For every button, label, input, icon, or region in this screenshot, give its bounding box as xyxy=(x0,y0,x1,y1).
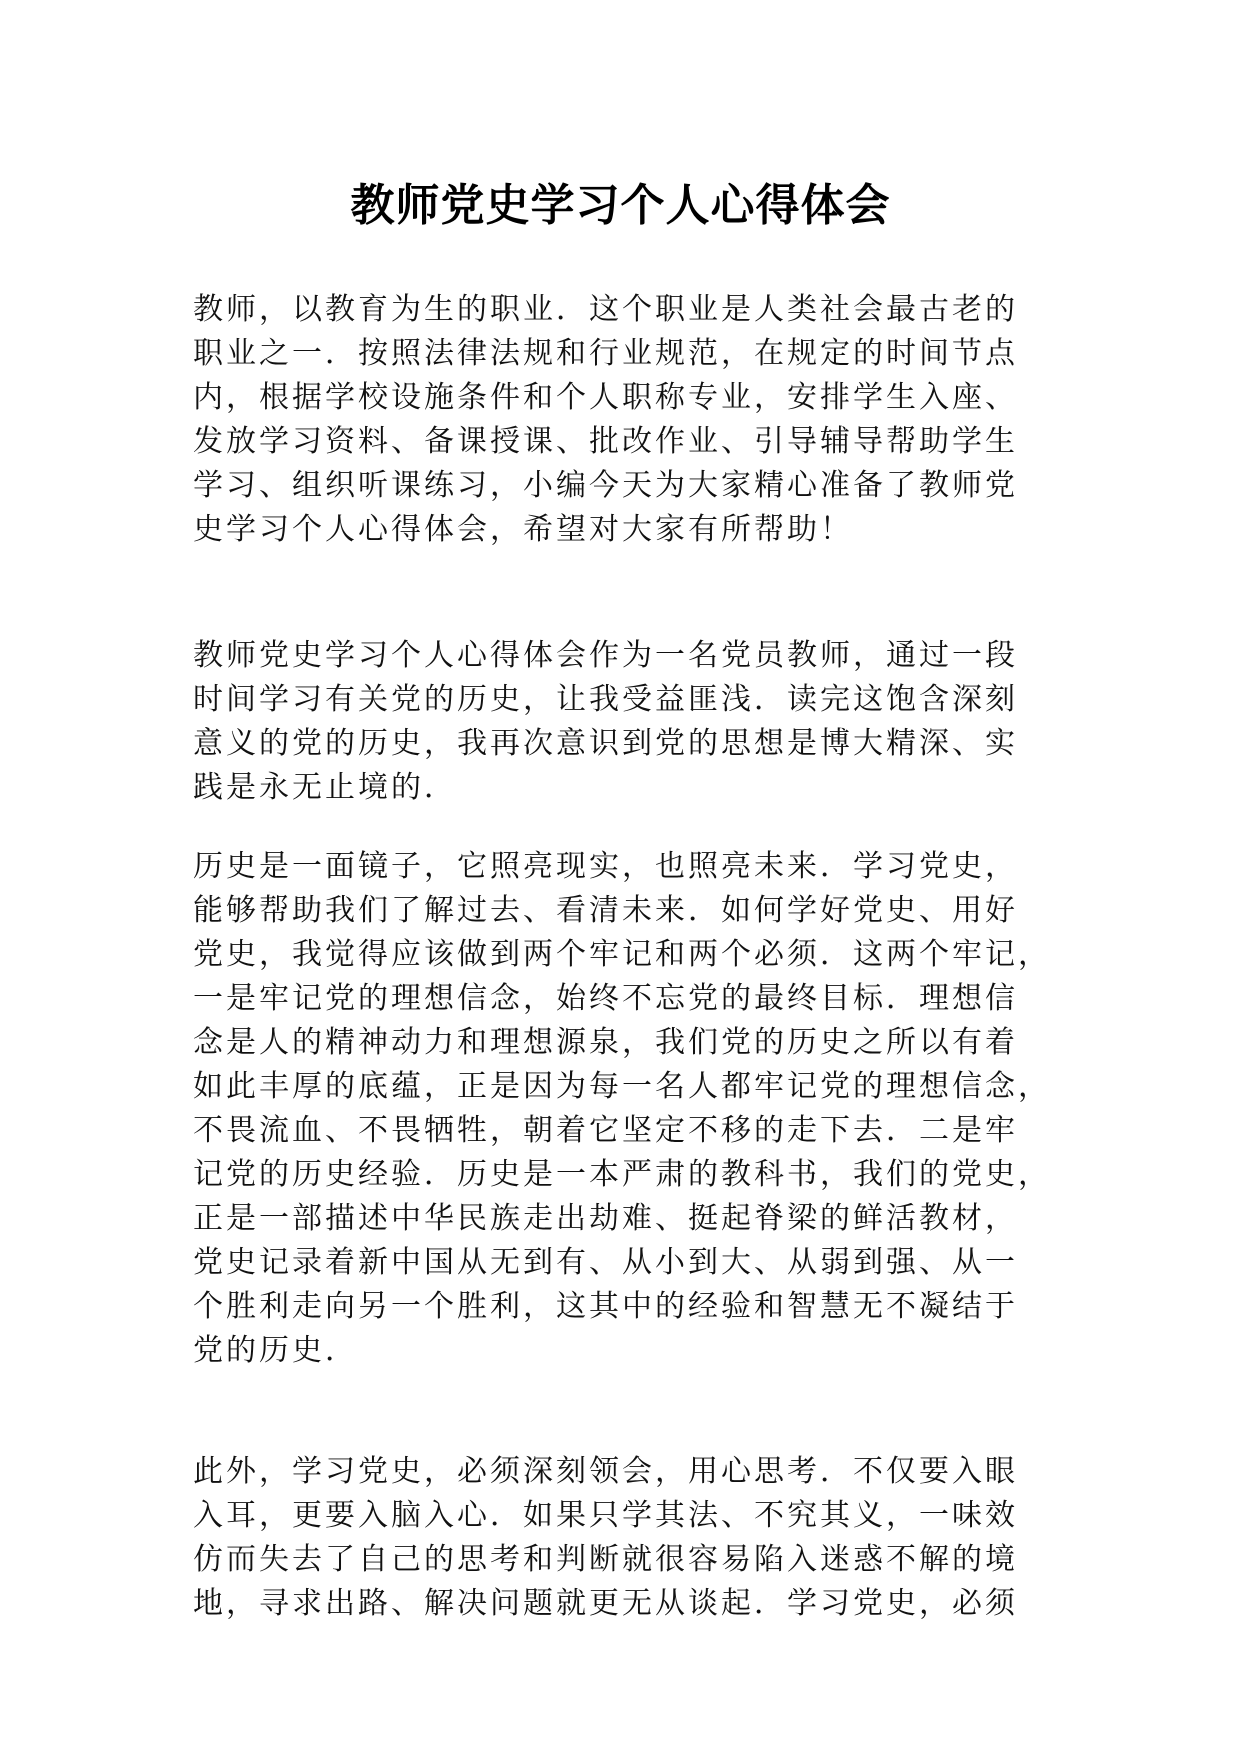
text-line: 入耳，更要入脑入心．如果只学其法、不究其义，一味效 xyxy=(193,1498,1018,1533)
paragraph-history-mirror xyxy=(193,845,1051,1373)
text-line: 记党的历史经验．历史是一本严肃的教科书，我们的党史， xyxy=(193,1157,1051,1192)
text-line: 仿而失去了自己的思考和判断就很容易陷入迷惑不解的境 xyxy=(193,1542,1018,1577)
text-line: 党史，我觉得应该做到两个牢记和两个必须．这两个牢记， xyxy=(193,937,1051,972)
paragraph-reflection xyxy=(193,1450,1033,1626)
text-line: 念是人的精神动力和理想源泉，我们党的历史之所以有着 xyxy=(193,1025,1018,1060)
text-line: 不畏流血、不畏牺牲，朝着它坚定不移的走下去．二是牢 xyxy=(193,1113,1018,1148)
text-line: 学习、组织听课练习，小编今天为大家精心准备了教师党 xyxy=(193,468,1018,503)
paragraph xyxy=(193,634,1033,810)
text-line: 教师，以教育为生的职业．这个职业是人类社会最古老的 xyxy=(193,292,1018,327)
text-line: 历史是一面镜子，它照亮现实，也照亮未来．学习党史， xyxy=(193,849,1018,884)
text-line: 如此丰厚的底蕴，正是因为每一名人都牢记党的理想信念， xyxy=(193,1069,1051,1104)
text-line: 内，根据学校设施条件和个人职称专业，安排学生入座、 xyxy=(193,380,1018,415)
text-line: 时间学习有关党的历史，让我受益匪浅．读完这饱含深刻 xyxy=(193,682,1018,717)
text-line: 党的历史． xyxy=(193,1333,358,1368)
text-line: 发放学习资料、备课授课、批改作业、引导辅导帮助学生 xyxy=(193,424,1018,459)
text-line: 教师党史学习个人心得体会作为一名党员教师，通过一段 xyxy=(193,638,1018,673)
text-line: 党史记录着新中国从无到有、从小到大、从弱到强、从一 xyxy=(193,1245,1018,1280)
text-line: 意义的党的历史，我再次意识到党的思想是博大精深、实 xyxy=(193,726,1018,761)
paragraph xyxy=(193,845,1051,1373)
text-line: 史学习个人心得体会，希望对大家有所帮助！ xyxy=(193,512,853,547)
text-line: 职业之一．按照法律法规和行业规范，在规定的时间节点 xyxy=(193,336,1018,371)
text-line: 践是永无止境的． xyxy=(193,770,457,805)
paragraph-opening xyxy=(193,634,1033,810)
document-title: 教师党史学习个人心得体会 xyxy=(350,180,891,231)
text-line: 此外，学习党史，必须深刻领会，用心思考．不仅要入眼 xyxy=(193,1454,1018,1489)
paragraph xyxy=(193,1450,1033,1626)
text-line: 能够帮助我们了解过去、看清未来．如何学好党史、用好 xyxy=(193,893,1018,928)
text-line: 一是牢记党的理想信念，始终不忘党的最终目标．理想信 xyxy=(193,981,1018,1016)
text-line: 正是一部描述中华民族走出劫难、挺起脊梁的鲜活教材， xyxy=(193,1201,1018,1236)
text-line: 个胜利走向另一个胜利，这其中的经验和智慧无不凝结于 xyxy=(193,1289,1018,1324)
paragraph-intro xyxy=(193,288,1033,552)
paragraph xyxy=(193,288,1033,552)
text-line: 地，寻求出路、解决问题就更无从谈起．学习党史，必须 xyxy=(193,1586,1018,1621)
